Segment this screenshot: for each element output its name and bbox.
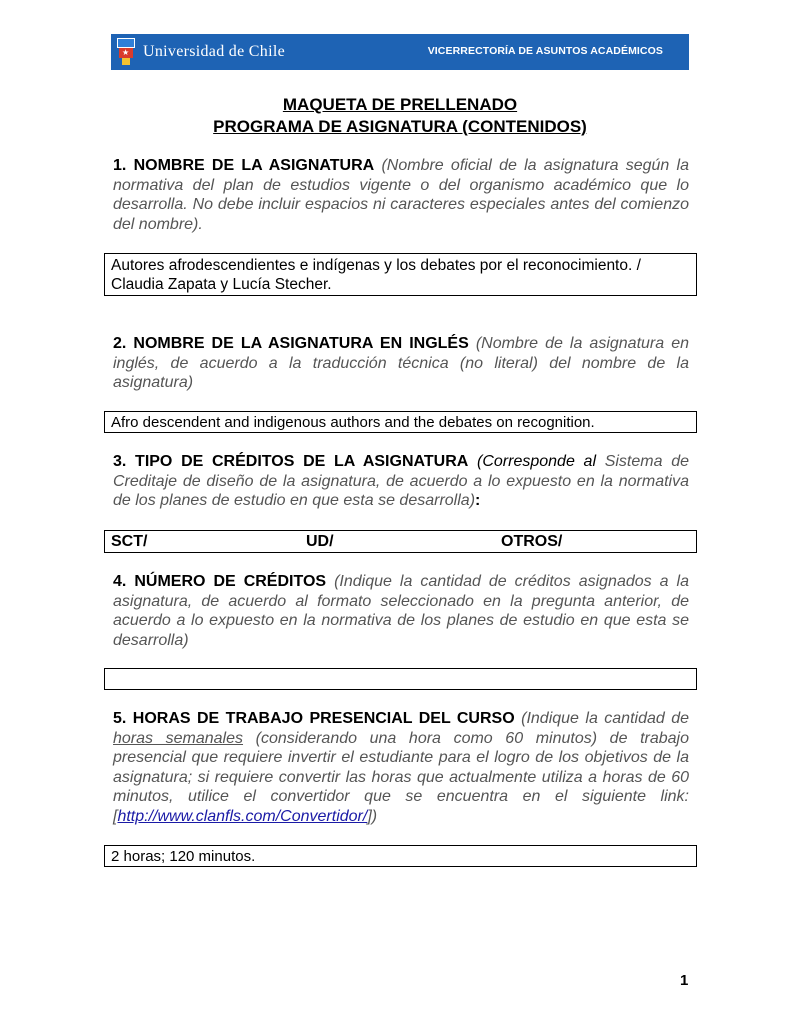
credit-option-ud[interactable]: UD/ <box>306 533 334 550</box>
section-5-description-a: (Indique la cantidad de <box>521 710 690 727</box>
section-5-description-c: ]) <box>367 807 378 825</box>
section-5-description-b: (considerando una hora como 60 minutos) de trabajo presencial que requiere invertir el estudiante para el logro de los objetivos de la asignatura; si requiere convertir las horas que actualmente utiliza a horas de 60 minutos, utilice el convertidor que se encuentra en el siguiente link: [ <box>113 729 689 825</box>
credit-option-otros[interactable]: OTROS/ <box>501 533 563 550</box>
section-3-description-a: (Corresponde al <box>477 453 596 470</box>
section-3-colon: : <box>475 492 481 509</box>
section-2-description: (Nombre de la asignatura en inglés, de acuerdo a la traducción técnica (no literal) del nombre de la asignatura) <box>113 335 689 391</box>
section-2-answer[interactable]: Afro descendent and indigenous authors and the debates on recognition. <box>104 411 697 433</box>
converter-link[interactable]: http://www.clanfls.com/Convertidor/ <box>117 807 368 825</box>
section-1-heading: 1. NOMBRE DE LA ASIGNATURA <box>113 157 375 174</box>
document-title-line1: MAQUETA DE PRELLENADO <box>282 95 518 114</box>
page-number: 1 <box>680 972 689 989</box>
header-banner <box>111 34 689 70</box>
section-4-description: (Indique la cantidad de créditos asignados a la asignatura, de acuerdo al formato seleccionado en la pregunta anterior, de acuerdo a lo expuesto en la normativa de los planes de estudio en que esta se desarrolla) <box>113 573 690 649</box>
section-5-prompt <box>113 709 689 826</box>
university-name: Universidad de Chile <box>143 43 285 60</box>
section-4-prompt <box>113 572 689 650</box>
university-crest-icon: ★ <box>117 38 135 66</box>
section-3-description-b: Sistema de Creditaje de diseño de la asignatura, de acuerdo a lo expuesto en la normativa de los planes de estudio en que esta se desarrolla) <box>113 453 689 509</box>
section-1-prompt <box>113 156 689 234</box>
section-3-credit-types <box>104 530 697 553</box>
section-4-answer[interactable] <box>104 668 697 690</box>
section-5-underlined-text: horas semanales <box>113 729 244 747</box>
document-title-line2: PROGRAMA DE ASIGNATURA (CONTENIDOS) <box>213 117 587 136</box>
section-2-prompt <box>113 334 689 393</box>
section-3-heading: 3. TIPO DE CRÉDITOS DE LA ASIGNATURA <box>113 453 469 470</box>
credit-option-sct[interactable]: SCT/ <box>111 533 148 550</box>
section-1-answer[interactable]: Autores afrodescendientes e indígenas y los debates por el reconocimiento. / Claudia Zapata y Lucía Stecher. <box>104 253 697 296</box>
section-4-heading: 4. NÚMERO DE CRÉDITOS <box>113 573 327 590</box>
section-2-heading: 2. NOMBRE DE LA ASIGNATURA EN INGLÉS <box>113 335 469 352</box>
office-name: VICERRECTORÍA DE ASUNTOS ACADÉMICOS <box>427 45 663 57</box>
section-5-heading: 5. HORAS DE TRABAJO PRESENCIAL DEL CURSO <box>113 710 515 727</box>
section-5-answer[interactable]: 2 horas; 120 minutos. <box>104 845 697 867</box>
section-1-description: (Nombre oficial de la asignatura según la normativa del plan de estudios vigente o del organismo académico que lo desarrolla. No debe incluir espacios ni caracteres especiales antes del comienzo del nombre). <box>113 157 690 233</box>
section-3-prompt <box>113 452 689 511</box>
